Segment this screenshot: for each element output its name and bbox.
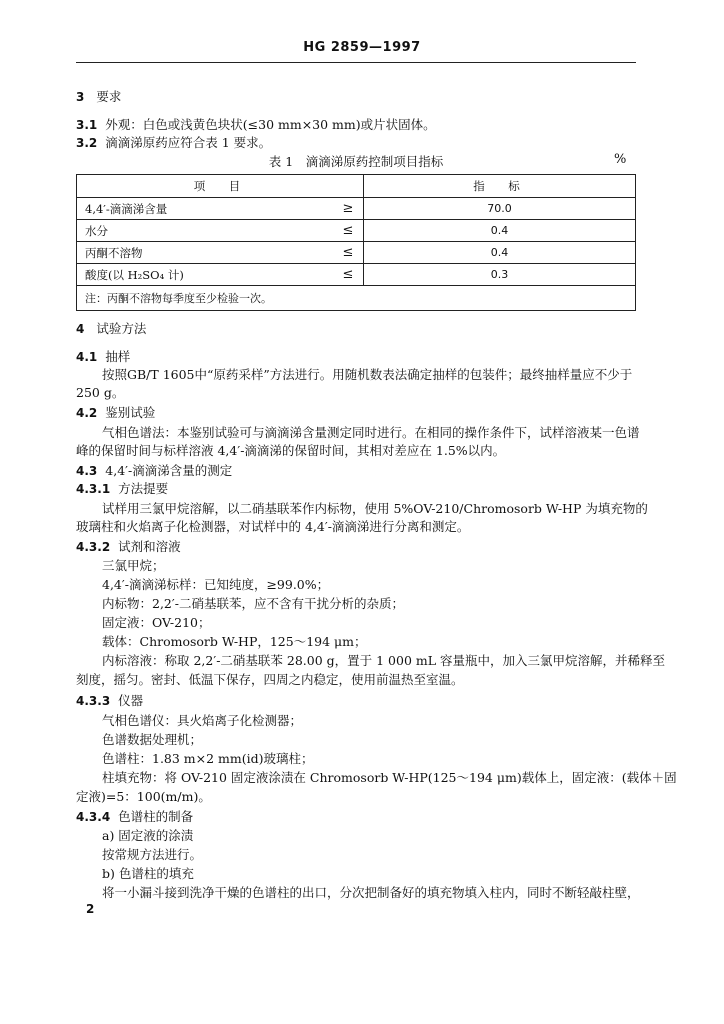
list-line: 刻度，摇匀。密封、低温下保存，四周之内稳定，使用前温热至室温。	[76, 672, 464, 687]
comparison-symbol: ≤	[333, 220, 364, 242]
clause-number: 4.1	[76, 350, 98, 364]
list-line: 内标溶液：称取 2,2′-二硝基联苯 28.00 g，置于 1 000 mL 容量瓶中，加入三氯甲烷溶解，并稀释至	[102, 653, 666, 668]
clause-4-3-1-heading	[76, 480, 168, 498]
list-line: 色谱数据处理机；	[102, 732, 203, 747]
clause-title: 4,4′-滴滴涕含量的测定	[105, 463, 233, 478]
clause-number: 3.2	[76, 136, 98, 150]
table-1-unit: %	[614, 152, 627, 167]
list-line: 定液)=5：100(m/m)。	[76, 789, 211, 804]
section-4-heading	[76, 320, 146, 338]
paragraph-line: 将一小漏斗接到洗净干燥的色谱柱的出口，分次把制备好的填充物填入柱内，同时不断轻敲柱壁，	[102, 885, 640, 900]
clause-4-3-4-heading	[76, 808, 193, 826]
header-divider	[76, 62, 636, 63]
clause-title: 鉴别试验	[105, 405, 156, 420]
table-note-row	[77, 286, 636, 311]
sub-item-title: b) 色谱柱的填充	[102, 866, 194, 881]
paragraph-line: 按常规方法进行。	[102, 847, 203, 862]
table-row	[77, 198, 636, 220]
clause-number: 4.3.1	[76, 482, 111, 496]
list-line: 固定液：OV-210；	[102, 615, 211, 630]
clause-4-2-heading	[76, 404, 155, 422]
comparison-symbol: ≥	[333, 198, 364, 220]
item-value: 0.4	[364, 220, 636, 242]
paragraph-line: 峰的保留时间与标样溶液 4,4′-滴滴涕的保留时间，其相对差应在 1.5%以内。	[76, 443, 506, 458]
clause-number: 4.3.3	[76, 694, 111, 708]
clause-title: 方法提要	[118, 481, 169, 496]
item-value: 70.0	[364, 198, 636, 220]
paragraph-line: 玻璃柱和火焰离子化检测器，对试样中的 4,4′-滴滴涕进行分离和测定。	[76, 519, 470, 534]
table-1-spec	[76, 174, 636, 311]
clause-number: 4.2	[76, 406, 98, 420]
list-line: 载体：Chromosorb W-HP，125～194 μm；	[102, 634, 367, 649]
clause-number: 3.1	[76, 118, 98, 132]
paragraph-line: 按照GB/T 1605中“原药采样”方法进行。用随机数表法确定抽样的包装件；最终抽样量应不少于	[102, 367, 633, 382]
section-number: 3	[76, 90, 85, 104]
clause-number: 4.3.4	[76, 810, 111, 824]
table-header-row	[77, 175, 636, 198]
clause-title: 试剂和溶液	[118, 539, 181, 554]
sub-item-title: a) 固定液的涂渍	[102, 828, 194, 843]
comparison-symbol: ≤	[333, 242, 364, 264]
list-line: 气相色谱仪：具火焰离子化检测器；	[102, 713, 303, 728]
section-title: 试验方法	[96, 321, 147, 336]
clause-number: 4.3.2	[76, 540, 111, 554]
page-number: 2	[86, 902, 95, 916]
item-value: 0.4	[364, 242, 636, 264]
item-name: 酸度(以 H₂SO₄ 计)	[77, 264, 334, 286]
table-row	[77, 242, 636, 264]
standard-number-header: HG 2859—1997	[303, 40, 421, 55]
list-line: 内标物：2,2′-二硝基联苯，应不含有干扰分析的杂质；	[102, 596, 404, 611]
clause-4-3-heading	[76, 462, 232, 480]
clause-number: 4.3	[76, 464, 98, 478]
paragraph-line: 气相色谱法：本鉴别试验可与滴滴涕含量测定同时进行。在相同的操作条件下，试样溶液某一色谱	[102, 425, 640, 440]
clause-4-1-heading	[76, 348, 130, 366]
paragraph-line: 250 g。	[76, 385, 125, 400]
table-row	[77, 220, 636, 242]
clause-4-3-2-heading	[76, 538, 181, 556]
clause-title: 抽样	[105, 349, 131, 364]
paragraph-line: 试样用三氯甲烷溶解，以二硝基联苯作内标物，使用 5%OV-210/Chromosorb W-HP 为填充物的	[102, 501, 648, 516]
list-line: 三氯甲烷；	[102, 558, 165, 573]
list-line: 色谱柱：1.83 m×2 mm(id)玻璃柱；	[102, 751, 314, 766]
clause-title: 仪器	[118, 693, 144, 708]
clause-3-2	[76, 134, 271, 152]
item-name: 水分	[77, 220, 334, 242]
item-name: 丙酮不溶物	[77, 242, 334, 264]
list-line: 柱填充物：将 OV-210 固定液涂渍在 Chromosorb W-HP(125～194 μm)载体上，固定液：(载体＋固	[102, 770, 677, 785]
header-value: 指 标	[364, 175, 636, 198]
section-title: 要求	[96, 89, 122, 104]
item-value: 0.3	[364, 264, 636, 286]
list-line: 4,4′-滴滴涕标样：已知纯度，≥99.0%；	[102, 577, 330, 592]
clause-title: 色谱柱的制备	[118, 809, 194, 824]
item-name: 4,4′-滴滴涕含量	[77, 198, 334, 220]
header-item: 项 目	[77, 175, 364, 198]
clause-text: 外观：白色或浅黄色块状(≤30 mm×30 mm)或片状固体。	[105, 117, 436, 132]
comparison-symbol: ≤	[333, 264, 364, 286]
section-number: 4	[76, 322, 85, 336]
table-1-title: 表 1 滴滴涕原药控制项目指标	[268, 154, 444, 169]
table-note: 注：丙酮不溶物每季度至少检验一次。	[77, 286, 636, 311]
table-row	[77, 264, 636, 286]
clause-4-3-3-heading	[76, 692, 143, 710]
section-3-heading	[76, 88, 121, 106]
clause-text: 滴滴涕原药应符合表 1 要求。	[105, 135, 272, 150]
clause-3-1	[76, 116, 436, 134]
